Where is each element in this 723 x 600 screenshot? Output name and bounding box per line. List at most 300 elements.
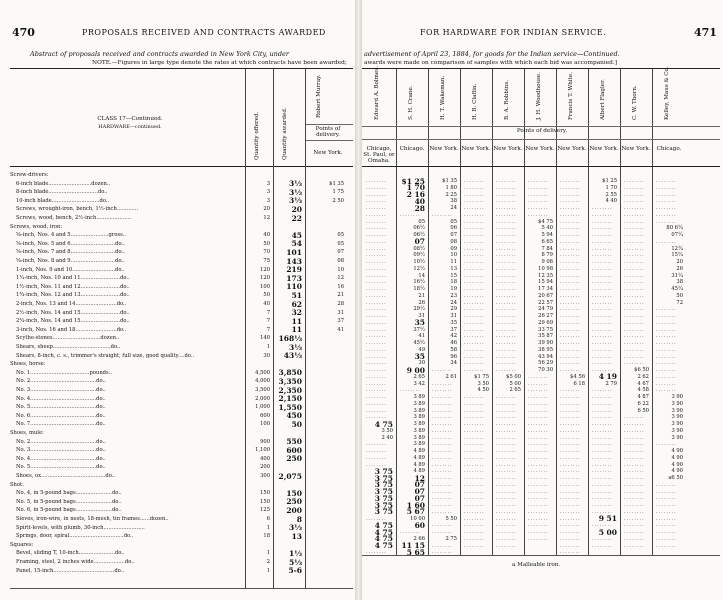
empty-cell: ........ xyxy=(496,279,517,286)
empty-cell: ........ xyxy=(496,488,517,495)
empty-cell: ........ xyxy=(592,225,613,232)
item-label: No. 5........................................do.. xyxy=(16,404,106,411)
empty-cell: ........ xyxy=(624,211,645,218)
qty-awarded-cell: 2,150 xyxy=(278,394,302,404)
price-cell: 8 79 xyxy=(541,252,553,259)
empty-cell: ........ xyxy=(656,529,677,535)
item-label: 1-inch, Nos. 9 and 10..........................do.. xyxy=(16,266,125,273)
empty-cell: ........ xyxy=(464,522,485,529)
empty-cell: ........ xyxy=(624,475,645,481)
empty-cell: ........ xyxy=(496,448,517,454)
empty-cell: ........ xyxy=(496,481,517,488)
price-cell: 38 95 xyxy=(538,346,553,353)
empty-cell: ........ xyxy=(656,205,677,211)
empty-cell: ........ xyxy=(528,211,549,218)
rule-bidders-bottom xyxy=(362,126,720,127)
item-label: 6-inch blade..........................dozen.. xyxy=(16,180,111,187)
empty-cell: ........ xyxy=(496,198,517,205)
qty-offered-cell: 400 xyxy=(260,455,270,462)
empty-cell: ........ xyxy=(432,549,453,556)
empty-cell: ........ xyxy=(464,232,485,238)
empty-cell: ........ xyxy=(464,205,485,211)
price-cell: 2 65 xyxy=(413,373,425,380)
price-cell: 50 xyxy=(676,292,683,299)
price-cell: 26 xyxy=(676,265,683,272)
empty-cell: ........ xyxy=(366,184,387,191)
empty-cell: ........ xyxy=(366,340,387,346)
empty-cell: ........ xyxy=(592,367,613,373)
empty-cell: ........ xyxy=(624,313,645,319)
qty-awarded-cell: 3⅓ xyxy=(289,523,302,533)
price-cell: 3 89 xyxy=(413,421,425,427)
empty-cell: ........ xyxy=(560,529,581,535)
price-cell: 16½ xyxy=(413,279,425,286)
item-label: ⅝-inch, Nos. 7 and 8...........................do.. xyxy=(16,249,125,256)
qty-offered-cell: 3,500 xyxy=(255,387,270,393)
empty-cell: ........ xyxy=(432,468,453,475)
qty-awarded-cell: 168⅓ xyxy=(278,333,302,343)
qty-awarded-cell: 50 xyxy=(291,419,302,429)
qty-awarded-cell: 2,350 xyxy=(278,385,302,395)
price-cell: 49 xyxy=(418,346,425,353)
empty-cell: ........ xyxy=(656,488,677,495)
price-cell: 2 66 xyxy=(413,535,425,542)
empty-cell: ........ xyxy=(464,184,485,191)
price-cell: 15 xyxy=(450,272,457,279)
empty-cell: ........ xyxy=(624,542,645,549)
price-cell: 30 xyxy=(418,360,425,367)
empty-cell: ........ xyxy=(624,225,645,232)
empty-cell: ........ xyxy=(464,346,485,353)
empty-cell: ........ xyxy=(560,461,581,468)
empty-cell: ........ xyxy=(624,522,645,529)
price-cell: a6 50 xyxy=(668,475,683,481)
item-label: No. 5........................................do.. xyxy=(16,464,106,471)
price-cell: 19 xyxy=(450,286,457,292)
price-cell: 2 55 xyxy=(605,191,617,198)
price-cell: 1 70 xyxy=(406,183,425,193)
price-cell: $1 25 xyxy=(602,178,617,184)
empty-cell: ........ xyxy=(624,360,645,367)
bidder-header: Albert Flagler. xyxy=(600,79,606,120)
price-cell: 07 xyxy=(450,232,457,238)
empty-cell: ........ xyxy=(464,252,485,259)
empty-cell: ........ xyxy=(560,218,581,225)
note-line-left: NOTE.—Figures in large type denote the rates at which contracts have been awarded; xyxy=(92,60,347,66)
qty-offered-cell: 30 xyxy=(263,352,270,359)
empty-cell: ........ xyxy=(528,488,549,495)
qty-offered-cell: 4,000 xyxy=(255,378,270,385)
item-label: No. 1....................................pounds.. xyxy=(16,369,112,376)
empty-cell: ........ xyxy=(432,448,453,454)
qty-awarded-cell: 150 xyxy=(286,488,302,498)
price-cell: 3 90 xyxy=(671,400,683,407)
page-number-left: 470 xyxy=(12,26,35,39)
price-cell: 1 75 xyxy=(332,189,344,196)
empty-cell: ........ xyxy=(560,488,581,495)
price-cell: 16 xyxy=(337,283,344,290)
empty-cell: ........ xyxy=(366,245,387,252)
empty-cell: ........ xyxy=(464,515,485,522)
item-label: 1½-inch, Nos. 11 and 12........................do.. xyxy=(16,283,130,290)
qty-offered-cell: 3 xyxy=(266,189,270,196)
price-cell: 2 25 xyxy=(445,191,457,198)
qty-offered-cell: 120 xyxy=(260,266,270,273)
qty-awarded-cell: 2,075 xyxy=(278,471,302,481)
item-label: No. 5, in 5-pound bags......................do.. xyxy=(16,498,122,505)
price-cell: 1 60 xyxy=(406,500,425,510)
rule-points-right xyxy=(362,139,720,140)
price-cell: $1 35 xyxy=(442,178,457,184)
empty-cell: ........ xyxy=(366,360,387,367)
empty-cell: ........ xyxy=(432,427,453,434)
qty-awarded-cell: 250 xyxy=(286,454,302,464)
qty-offered-cell: 100 xyxy=(260,421,270,428)
delivery-point-header: New York. xyxy=(557,146,587,152)
empty-cell: ........ xyxy=(528,400,549,407)
price-cell: 29½ xyxy=(413,306,425,313)
empty-cell: ........ xyxy=(528,461,549,468)
empty-cell: ........ xyxy=(464,333,485,340)
empty-cell: ........ xyxy=(366,387,387,394)
price-cell: 3 90 xyxy=(671,434,683,441)
empty-cell: ........ xyxy=(624,265,645,272)
page-number-right: 471 xyxy=(694,26,717,39)
section-heading: Screws, wood, iron: xyxy=(10,223,63,230)
item-label: Panel, 15-inch.....................................do.. xyxy=(16,567,124,574)
book-gutter xyxy=(355,0,362,600)
empty-cell: ........ xyxy=(496,346,517,353)
empty-cell: ........ xyxy=(624,535,645,542)
empty-cell: ........ xyxy=(624,508,645,515)
empty-cell: ........ xyxy=(464,461,485,468)
price-cell: 5 40 xyxy=(541,225,553,232)
empty-cell: ........ xyxy=(592,387,613,394)
bidder-header: Francis T. White. xyxy=(568,71,574,120)
rule-points-top xyxy=(305,124,353,125)
empty-cell: ........ xyxy=(366,549,387,556)
empty-cell: ........ xyxy=(528,535,549,542)
empty-cell: ........ xyxy=(560,454,581,461)
empty-cell: ........ xyxy=(592,488,613,495)
qty-awarded-cell: 13 xyxy=(291,531,302,541)
empty-cell: ........ xyxy=(496,360,517,367)
qty-awarded-cell: 1,550 xyxy=(278,402,302,412)
price-cell: 37 xyxy=(450,326,457,333)
qty-offered-cell: 200 xyxy=(260,464,270,471)
price-cell: 20 67 xyxy=(538,292,553,299)
empty-cell: ........ xyxy=(624,319,645,326)
empty-cell: ........ xyxy=(432,508,453,515)
empty-cell: ........ xyxy=(624,299,645,306)
empty-cell: ........ xyxy=(496,184,517,191)
empty-cell: ........ xyxy=(366,319,387,326)
price-cell: 2 50 xyxy=(332,197,344,204)
qty-awarded-cell: 5-6 xyxy=(288,566,302,576)
footnote: a Malleable iron. xyxy=(512,562,561,568)
price-cell: 42 xyxy=(450,333,457,340)
price-cell: $6 50 xyxy=(634,367,649,373)
empty-cell: ........ xyxy=(464,306,485,313)
empty-cell: ........ xyxy=(624,502,645,508)
price-cell: 24 79 xyxy=(538,306,553,313)
running-head-right: FOR HARDWARE FOR INDIAN SERVICE. xyxy=(420,28,607,37)
class-title: CLASS 17—Continued. xyxy=(97,116,163,122)
empty-cell: ........ xyxy=(496,218,517,225)
empty-cell: ........ xyxy=(656,380,677,387)
price-cell: 3 90 xyxy=(671,394,683,400)
qty-offered-cell: 1 xyxy=(266,567,270,574)
empty-cell: ........ xyxy=(528,508,549,515)
empty-cell: ........ xyxy=(592,265,613,272)
empty-cell: ........ xyxy=(464,434,485,441)
qty-offered-cell: 1 xyxy=(266,550,270,557)
qty-awarded-cell: 3⅓ xyxy=(289,342,302,352)
price-cell: 35 xyxy=(450,319,457,326)
price-cell: 07 xyxy=(414,487,425,496)
empty-cell: ........ xyxy=(528,427,549,434)
empty-cell: ........ xyxy=(464,292,485,299)
empty-cell: ........ xyxy=(560,340,581,346)
empty-cell: ........ xyxy=(560,245,581,252)
qty-awarded-cell: 101 xyxy=(286,247,302,257)
rule-top-left xyxy=(10,68,353,69)
empty-cell: ........ xyxy=(464,218,485,225)
empty-cell: ........ xyxy=(656,178,677,184)
item-label: ⅝-inch, Nos. 4 and 5.......................gross.. xyxy=(16,232,127,239)
empty-cell: ........ xyxy=(560,292,581,299)
empty-cell: ........ xyxy=(656,373,677,380)
item-label: 2¾-inch, Nos. 14 and 15........................do.. xyxy=(16,318,130,325)
item-label: 3-inch, Nos. 16 and 18.........................do.. xyxy=(16,326,127,333)
empty-cell: ........ xyxy=(560,400,581,407)
empty-cell: ........ xyxy=(624,198,645,205)
price-cell: 5 67 xyxy=(406,507,425,517)
price-cell: 38 xyxy=(676,279,683,286)
delivery-point-header: New York. xyxy=(621,146,651,152)
price-cell: 33 75 xyxy=(538,326,553,333)
qty-offered-cell: 140 xyxy=(260,335,270,342)
empty-cell: ........ xyxy=(496,313,517,319)
empty-cell: ........ xyxy=(592,394,613,400)
empty-cell: ........ xyxy=(560,475,581,481)
qty-offered-cell: 2 xyxy=(266,559,270,565)
qty-offered-cell: 1 xyxy=(266,524,270,531)
delivery-point-header: Chicago. xyxy=(656,146,682,152)
empty-cell: ........ xyxy=(592,360,613,367)
rule-points-bottom xyxy=(305,140,353,141)
empty-cell: ........ xyxy=(624,515,645,522)
price-cell: 28 xyxy=(337,301,344,307)
empty-cell: ........ xyxy=(624,340,645,346)
price-cell: 24 xyxy=(450,299,457,306)
qty-offered-cell: 4,500 xyxy=(255,369,270,376)
empty-cell: ........ xyxy=(366,407,387,414)
empty-cell: ........ xyxy=(496,178,517,184)
price-cell: 05 xyxy=(337,240,344,247)
empty-cell: ........ xyxy=(560,279,581,286)
delivery-point-header: New York. xyxy=(429,146,459,152)
price-cell: 4 67 xyxy=(637,380,649,387)
empty-cell: ........ xyxy=(528,394,549,400)
price-cell: 4 90 xyxy=(671,468,683,475)
price-cell: 10 xyxy=(450,252,457,259)
empty-cell: ........ xyxy=(656,508,677,515)
empty-cell: ........ xyxy=(656,502,677,508)
empty-cell: ........ xyxy=(624,252,645,259)
qty-offered-cell: 1,000 xyxy=(255,404,270,411)
qty-awarded-cell: 3⅓ xyxy=(289,187,302,197)
empty-cell: ........ xyxy=(496,326,517,333)
empty-cell: ........ xyxy=(432,407,453,414)
empty-cell: ........ xyxy=(496,508,517,515)
empty-cell: ........ xyxy=(496,461,517,468)
empty-cell: ........ xyxy=(464,191,485,198)
empty-cell: ........ xyxy=(496,340,517,346)
qty-awarded-cell: 143 xyxy=(286,256,302,266)
qty-awarded-cell: 11 xyxy=(291,325,302,335)
qty-awarded-cell: 32 xyxy=(291,308,302,318)
empty-cell: ........ xyxy=(464,427,485,434)
price-cell: 3 75 xyxy=(374,493,393,503)
price-cell: 4 75 xyxy=(374,541,393,550)
qty-offered-cell: 150 xyxy=(260,490,270,497)
price-cell: 9 51 xyxy=(598,514,617,523)
empty-cell: ........ xyxy=(560,198,581,205)
item-label: No. 2........................................do.. xyxy=(16,438,106,445)
qty-awarded-cell: 51 xyxy=(291,290,302,300)
empty-cell: ........ xyxy=(624,481,645,488)
empty-cell: ........ xyxy=(464,542,485,549)
price-cell: 23 xyxy=(450,292,457,299)
empty-cell: ........ xyxy=(560,252,581,259)
empty-cell: ........ xyxy=(624,421,645,427)
empty-cell: ........ xyxy=(560,333,581,340)
empty-cell: ........ xyxy=(560,299,581,306)
empty-cell: ........ xyxy=(624,434,645,441)
empty-cell: ........ xyxy=(560,481,581,488)
price-cell: 5 00 xyxy=(598,527,617,537)
empty-cell: ........ xyxy=(464,529,485,535)
empty-cell: ........ xyxy=(432,400,453,407)
price-cell: 12¼ xyxy=(671,245,683,252)
price-cell: 5 65 xyxy=(406,547,425,557)
empty-cell: ........ xyxy=(464,245,485,252)
price-cell: 4 19 xyxy=(598,372,617,382)
empty-cell: ........ xyxy=(624,454,645,461)
empty-cell: ........ xyxy=(528,481,549,488)
empty-cell: ........ xyxy=(624,529,645,535)
empty-cell: ........ xyxy=(496,292,517,299)
empty-cell: ........ xyxy=(432,414,453,421)
price-cell: 11 15 xyxy=(401,541,425,550)
empty-cell: ........ xyxy=(496,535,517,542)
empty-cell: ........ xyxy=(366,441,387,448)
qty-offered-cell: 7 xyxy=(266,318,270,325)
empty-cell: ........ xyxy=(560,313,581,319)
item-label: Framing, steel, 2 inches wide...................do.. xyxy=(16,559,135,565)
empty-cell: ........ xyxy=(432,461,453,468)
right-page xyxy=(362,0,723,600)
empty-cell: ........ xyxy=(656,353,677,360)
empty-cell: ........ xyxy=(592,441,613,448)
empty-cell: ........ xyxy=(366,191,387,198)
empty-cell: ........ xyxy=(400,387,421,394)
empty-cell: ........ xyxy=(592,421,613,427)
qty-awarded-cell: 3⅓ xyxy=(289,179,302,189)
empty-cell: ........ xyxy=(366,238,387,245)
empty-cell: ........ xyxy=(656,319,677,326)
price-cell: 20 xyxy=(676,259,683,265)
price-cell: 21 xyxy=(418,292,425,299)
empty-cell: ........ xyxy=(528,441,549,448)
bidder-header: Kelley, Maus & Co. xyxy=(664,66,670,120)
price-cell: 70 30 xyxy=(538,367,553,373)
price-cell: 08 xyxy=(450,238,457,245)
empty-cell: ........ xyxy=(464,508,485,515)
item-label: No. 4........................................do.. xyxy=(16,455,106,462)
empty-cell: ........ xyxy=(464,326,485,333)
section-heading: Shot: xyxy=(10,481,24,488)
price-cell: $1 25 xyxy=(401,176,425,186)
price-cell: 3 89 xyxy=(413,400,425,407)
empty-cell: ........ xyxy=(528,495,549,502)
empty-cell: ........ xyxy=(528,191,549,198)
empty-cell: ........ xyxy=(528,522,549,529)
empty-cell: ........ xyxy=(592,245,613,252)
qty-awarded-cell: 5⅓ xyxy=(289,557,302,567)
empty-cell: ........ xyxy=(496,529,517,535)
empty-cell: ........ xyxy=(560,448,581,454)
price-cell: 38 xyxy=(450,198,457,205)
empty-cell: ........ xyxy=(624,245,645,252)
item-label: No. 6........................................do.. xyxy=(16,412,106,419)
empty-cell: ........ xyxy=(432,434,453,441)
empty-cell: ........ xyxy=(624,441,645,448)
empty-cell: ........ xyxy=(592,272,613,279)
item-label: ⅝-inch, Nos. 8 and 9...........................do.. xyxy=(16,258,125,264)
price-cell: 12 35 xyxy=(538,272,553,279)
empty-cell: ........ xyxy=(366,326,387,333)
qty-awarded-header: Quantity awarded. xyxy=(282,107,288,160)
empty-cell: ........ xyxy=(366,259,387,265)
empty-cell: ........ xyxy=(624,414,645,421)
empty-cell: ........ xyxy=(432,380,453,387)
price-cell: 05 xyxy=(450,218,457,225)
qty-offered-cell: 3 xyxy=(266,197,270,204)
empty-cell: ........ xyxy=(656,184,677,191)
price-cell: $1 75 xyxy=(474,373,489,380)
empty-cell: ........ xyxy=(366,367,387,373)
price-cell: 3 90 xyxy=(671,421,683,427)
price-cell: 4 87 xyxy=(637,394,649,400)
price-cell: 9 08 xyxy=(541,259,553,265)
price-cell: 4 90 xyxy=(671,448,683,454)
bidder-header: Edward A. Bolmes. xyxy=(374,66,380,120)
empty-cell: ........ xyxy=(656,218,677,225)
empty-cell: ........ xyxy=(624,191,645,198)
price-cell: 17 34 xyxy=(538,286,553,292)
empty-cell: ........ xyxy=(656,441,677,448)
empty-cell: ........ xyxy=(496,245,517,252)
empty-cell: ........ xyxy=(624,232,645,238)
empty-cell: ........ xyxy=(528,421,549,427)
qty-offered-cell: 50 xyxy=(263,240,270,247)
qty-offered-cell: 600 xyxy=(260,412,270,419)
empty-cell: ........ xyxy=(366,211,387,218)
empty-cell: ........ xyxy=(560,259,581,265)
empty-cell: ........ xyxy=(560,434,581,441)
